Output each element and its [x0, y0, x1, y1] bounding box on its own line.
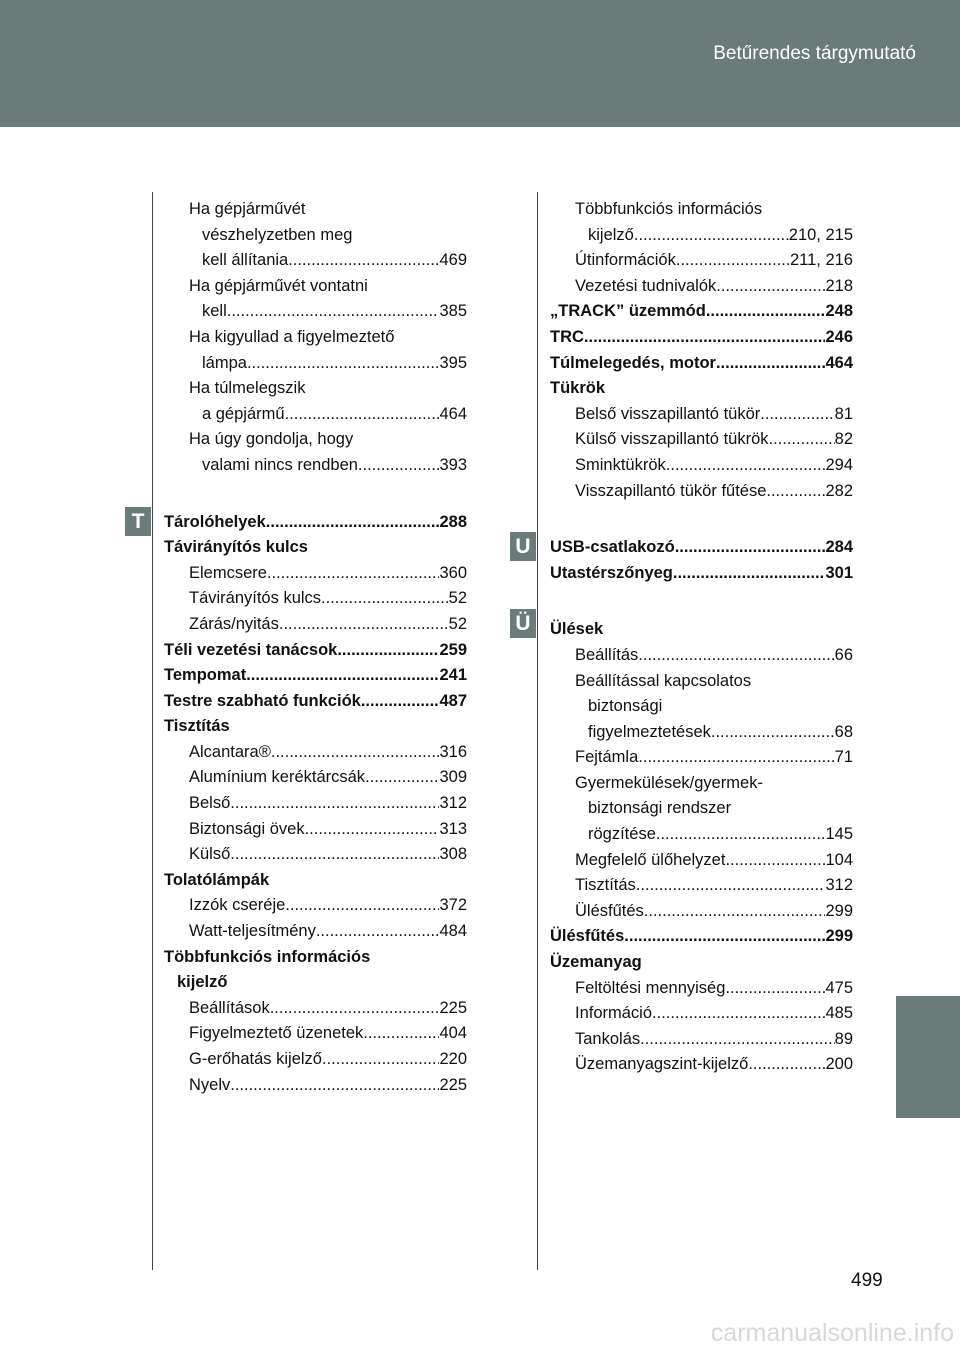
- letter-badge-t: T: [125, 507, 151, 536]
- left-column-rule: [152, 192, 153, 1270]
- index-entry-term: Visszapillantó tükör fűtése: [575, 481, 767, 500]
- dot-leader: [285, 402, 440, 428]
- dot-leader: [638, 643, 834, 669]
- index-entry-term: Többfunkciós információs: [164, 947, 371, 966]
- dot-leader: [636, 873, 826, 899]
- index-entry-term: Távirányítós kulcs: [189, 589, 322, 608]
- dot-leader: [267, 561, 440, 587]
- index-entry: [550, 1052, 853, 1078]
- dot-leader: [725, 848, 825, 874]
- index-entry-term: Tisztítás: [575, 876, 636, 895]
- dot-leader: [634, 223, 789, 249]
- index-entry-term: Beállítások: [189, 998, 270, 1017]
- index-entry-page: 104: [825, 850, 853, 869]
- dot-leader: [266, 510, 440, 536]
- index-entry-page: 404: [439, 1024, 467, 1043]
- index-entry: [550, 720, 853, 746]
- index-entry-term: kijelző: [588, 225, 634, 244]
- section-gap: [164, 479, 467, 510]
- index-entry-term: „TRACK” üzemmód: [550, 302, 706, 321]
- index-entry-term: Tükrök: [550, 379, 606, 398]
- index-entry: [550, 924, 853, 950]
- index-entry: [164, 248, 467, 274]
- index-entry: [550, 427, 853, 453]
- index-entry-term: Tankolás: [575, 1029, 641, 1048]
- index-entry-term: Túlmelegedés, motor: [550, 353, 716, 372]
- index-entry-page: 81: [834, 404, 853, 423]
- dot-leader: [230, 1073, 439, 1099]
- dot-leader: [227, 299, 440, 325]
- index-entry-term: Alumínium keréktárcsák: [189, 768, 366, 787]
- header-title: Betűrendes tárgymutató: [713, 43, 916, 64]
- index-entry: [164, 868, 467, 894]
- index-entry: [164, 1021, 467, 1047]
- index-entry-page: 225: [439, 998, 467, 1017]
- index-entry-term: Tempomat: [164, 666, 247, 685]
- index-entry-page: 66: [834, 645, 853, 664]
- index-entry-term: Zárás/nyitás: [189, 614, 279, 633]
- index-entry-term: rögzítése: [588, 825, 656, 844]
- index-entry-term: Tisztítás: [164, 717, 230, 736]
- index-entry-page: 282: [825, 481, 853, 500]
- index-entry: [164, 919, 467, 945]
- index-entry: [550, 950, 853, 976]
- dot-leader: [270, 996, 440, 1022]
- index-entry: [550, 402, 853, 428]
- index-entry-page: 211, 216: [789, 251, 853, 270]
- index-entry: [550, 248, 853, 274]
- index-entry: [550, 376, 853, 402]
- index-entry: [164, 197, 467, 223]
- index-entry: [164, 612, 467, 638]
- index-entry-page: 259: [439, 640, 467, 659]
- dot-leader: [230, 791, 439, 817]
- index-entry: [550, 848, 853, 874]
- index-entry: [550, 796, 853, 822]
- index-entry-page: 299: [825, 927, 853, 946]
- index-entry-page: 484: [439, 922, 467, 941]
- index-entry-term: Vezetési tudnivalók: [575, 276, 717, 295]
- index-entry-term: Ha túlmelegszik: [189, 379, 306, 398]
- index-entry: [550, 561, 853, 587]
- index-entry: [164, 427, 467, 453]
- index-entry-term: Sminktükrök: [575, 455, 666, 474]
- right-column-rule: [537, 192, 538, 1270]
- index-entry-page: 294: [825, 455, 853, 474]
- index-entry-page: 52: [448, 614, 467, 633]
- index-entry: [164, 1047, 467, 1073]
- index-entry-page: 246: [825, 327, 853, 346]
- index-entry-page: 284: [825, 538, 853, 557]
- index-entry-page: 485: [825, 1004, 853, 1023]
- index-entry: [550, 197, 853, 223]
- index-entry-page: 248: [825, 302, 853, 321]
- index-entry-term: Megfelelő ülőhelyzet: [575, 850, 726, 869]
- index-entry-term: Üzemanyagszint-kijelző: [575, 1055, 749, 1074]
- index-entry-page: 301: [825, 563, 853, 582]
- index-entry-term: kell: [202, 302, 227, 321]
- index-entry-term: kell állítania: [202, 251, 289, 270]
- index-entry-term: Külső: [189, 845, 231, 864]
- index-entry: [164, 945, 467, 971]
- index-entry-page: 220: [439, 1050, 467, 1068]
- index-entry-term: Ha kigyullad a figyelmeztető: [189, 327, 395, 346]
- dot-leader: [748, 1052, 825, 1078]
- letter-badge-u: U: [510, 532, 536, 561]
- index-entry-page: 312: [825, 876, 853, 895]
- index-entry: [550, 223, 853, 249]
- index-entry: [550, 351, 853, 377]
- index-entry-term: lámpa: [202, 353, 247, 372]
- index-entry-term: Belső visszapillantó tükör: [575, 404, 761, 423]
- index-entry: [164, 274, 467, 300]
- index-entry: [550, 325, 853, 351]
- index-entry: [550, 822, 853, 848]
- dot-leader: [285, 893, 439, 919]
- index-entry-page: 145: [825, 825, 853, 844]
- index-entry: [164, 996, 467, 1022]
- index-entry: [164, 663, 467, 689]
- index-entry-term: Ha gépjárművét: [189, 200, 306, 218]
- index-entry-page: 308: [439, 845, 467, 864]
- dot-leader: [666, 453, 826, 479]
- index-entry-term: Külső visszapillantó tükrök: [575, 430, 769, 449]
- index-entry-term: valami nincs rendben: [202, 455, 358, 474]
- index-entry-term: vészhelyzetben meg: [202, 225, 353, 244]
- index-entry: [164, 791, 467, 817]
- index-entry-term: Belső: [189, 794, 231, 813]
- index-entry: [164, 893, 467, 919]
- index-entry: [550, 299, 853, 325]
- index-entry: [550, 771, 853, 797]
- index-entry-term: Ha gépjárművét vontatni: [189, 276, 368, 295]
- index-entry: [164, 817, 467, 843]
- dot-leader: [365, 765, 439, 791]
- dot-leader: [316, 919, 440, 945]
- index-entry: [164, 740, 467, 766]
- dot-leader: [656, 822, 826, 848]
- index-entry-term: Beállítással kapcsolatos: [575, 671, 752, 690]
- index-entry-page: 225: [439, 1075, 467, 1094]
- index-entry-term: Utastérszőnyeg: [550, 563, 673, 582]
- index-entry-term: G-erőhatás kijelző: [189, 1050, 322, 1068]
- dot-leader: [358, 453, 440, 479]
- index-entry-page: 464: [439, 404, 467, 423]
- index-entry: [164, 376, 467, 402]
- index-entry: [164, 351, 467, 377]
- index-entry-term: kijelző: [177, 973, 228, 992]
- index-entry-page: 464: [825, 353, 853, 372]
- section-gap: [550, 504, 853, 535]
- index-entry-term: Alcantara®: [189, 742, 271, 761]
- index-entry-term: Nyelv: [189, 1075, 231, 1094]
- index-entry: [164, 561, 467, 587]
- index-entry-term: Információ: [575, 1004, 653, 1023]
- index-entry-page: 218: [825, 276, 853, 295]
- index-entry-term: TRC: [550, 327, 584, 346]
- index-entry-term: figyelmeztetések: [588, 722, 711, 741]
- dot-leader: [322, 1047, 439, 1073]
- index-entry-term: Testre szabható funkciók: [164, 691, 361, 710]
- index-entry-term: Útinformációk: [575, 251, 676, 270]
- index-entry-term: Ülésfűtés: [575, 901, 644, 920]
- index-entry-term: Ha úgy gondolja, hogy: [189, 430, 354, 449]
- dot-leader: [584, 325, 826, 351]
- index-entry-term: Beállítás: [575, 645, 639, 664]
- index-entry: [164, 453, 467, 479]
- dot-leader: [247, 351, 440, 377]
- index-entry: [550, 694, 853, 720]
- dot-leader: [644, 899, 826, 925]
- index-entry-term: Tárolóhelyek: [164, 512, 266, 531]
- dot-leader: [675, 535, 826, 561]
- index-entry: [164, 714, 467, 740]
- dot-leader: [624, 924, 825, 950]
- index-entry: [164, 689, 467, 715]
- index-entry-page: 241: [439, 666, 467, 685]
- dot-leader: [716, 274, 825, 300]
- index-entry-page: 89: [834, 1029, 853, 1048]
- index-entry-term: Üzemanyag: [550, 953, 642, 972]
- dot-leader: [271, 740, 440, 766]
- dot-leader: [363, 1021, 439, 1047]
- dot-leader: [288, 248, 439, 274]
- index-entry-page: 299: [825, 901, 853, 920]
- index-entry-page: 288: [439, 512, 467, 531]
- index-entry-page: 68: [834, 722, 853, 741]
- dot-leader: [640, 1027, 835, 1053]
- section-gap: [550, 586, 853, 617]
- index-entry: [164, 638, 467, 664]
- index-entry: [164, 223, 467, 249]
- dot-leader: [305, 817, 440, 843]
- index-entry-page: 309: [439, 768, 467, 787]
- letter-badge-u-umlaut: Ü: [510, 609, 536, 638]
- page-header: [0, 0, 960, 127]
- index-entry-page: 393: [439, 455, 467, 474]
- index-entry: [164, 535, 467, 561]
- dot-leader: [246, 663, 439, 689]
- index-entry-page: 487: [439, 691, 467, 710]
- index-entry-term: Többfunkciós információs: [575, 200, 763, 218]
- index-entry: [164, 586, 467, 612]
- index-entry: [164, 402, 467, 428]
- index-entry-page: 71: [834, 748, 853, 767]
- index-entry: [550, 1027, 853, 1053]
- index-entry-page: 82: [834, 430, 853, 449]
- index-entry: [550, 453, 853, 479]
- dot-leader: [673, 561, 826, 587]
- dot-leader: [230, 842, 439, 868]
- index-entry-term: a gépjármű: [202, 404, 285, 423]
- index-entry-term: Téli vezetési tanácsok: [164, 640, 338, 659]
- index-entry-page: 210, 215: [788, 225, 853, 244]
- index-entry: [164, 325, 467, 351]
- index-entry-page: 360: [439, 563, 467, 582]
- dot-leader: [711, 720, 835, 746]
- index-entry-term: Izzók cseréje: [189, 896, 286, 915]
- index-entry-term: USB-csatlakozó: [550, 538, 675, 557]
- dot-leader: [769, 427, 835, 453]
- index-entry: [550, 745, 853, 771]
- index-entry: [550, 1001, 853, 1027]
- index-entry-term: biztonsági rendszer: [588, 799, 732, 818]
- index-entry-page: 316: [439, 742, 467, 761]
- index-entry-page: 312: [439, 794, 467, 813]
- dot-leader: [766, 479, 825, 505]
- watermark: carmanualsonline.info: [710, 1319, 954, 1347]
- index-entry-page: 52: [448, 589, 467, 608]
- index-entry: [550, 274, 853, 300]
- index-entry-page: 475: [825, 978, 853, 997]
- page-number: 499: [851, 1270, 883, 1291]
- dot-leader: [321, 586, 449, 612]
- index-entry-term: Elemcsere: [189, 563, 267, 582]
- index-column-right: [550, 197, 853, 1078]
- dot-leader: [361, 689, 440, 715]
- dot-leader: [725, 976, 825, 1002]
- dot-leader: [279, 612, 449, 638]
- index-entry-page: 395: [439, 353, 467, 372]
- index-entry: [550, 617, 853, 643]
- index-entry: [550, 899, 853, 925]
- index-entry: [550, 976, 853, 1002]
- index-entry: [164, 970, 467, 996]
- index-entry-term: Tolatólámpák: [164, 870, 270, 889]
- index-entry-term: Feltöltési mennyiség: [575, 978, 726, 997]
- index-entry-term: Ülések: [550, 620, 604, 639]
- index-entry-page: 200: [825, 1055, 853, 1074]
- index-entry: [550, 669, 853, 695]
- dot-leader: [638, 745, 834, 771]
- index-entry: [550, 873, 853, 899]
- dot-leader: [337, 638, 439, 664]
- index-entry-term: Ülésfűtés: [550, 927, 625, 946]
- index-entry-term: Biztonsági övek: [189, 819, 305, 838]
- index-entry-term: Gyermekülések/gyermek-: [575, 773, 763, 792]
- index-entry: [164, 510, 467, 536]
- index-entry-page: 372: [439, 896, 467, 915]
- index-entry-term: Figyelmeztető üzenetek: [189, 1024, 364, 1043]
- index-entry-term: Watt-teljesítmény: [189, 922, 316, 941]
- index-column-left: [164, 197, 467, 1098]
- dot-leader: [652, 1001, 825, 1027]
- index-entry: [550, 643, 853, 669]
- dot-leader: [676, 248, 790, 274]
- index-entry: [550, 479, 853, 505]
- index-entry-page: 385: [439, 302, 467, 321]
- index-entry: [164, 842, 467, 868]
- index-entry: [164, 1073, 467, 1099]
- index-entry-term: Fejtámla: [575, 748, 639, 767]
- index-entry-page: 469: [439, 251, 467, 270]
- index-entry-term: biztonsági: [588, 697, 663, 716]
- dot-leader: [760, 402, 834, 428]
- section-thumb-tab: [896, 996, 960, 1118]
- index-entry-page: 313: [439, 819, 467, 838]
- index-entry: [550, 535, 853, 561]
- index-entry: [164, 765, 467, 791]
- dot-leader: [716, 351, 826, 377]
- dot-leader: [706, 299, 826, 325]
- index-entry-term: Távirányítós kulcs: [164, 538, 308, 557]
- index-entry: [164, 299, 467, 325]
